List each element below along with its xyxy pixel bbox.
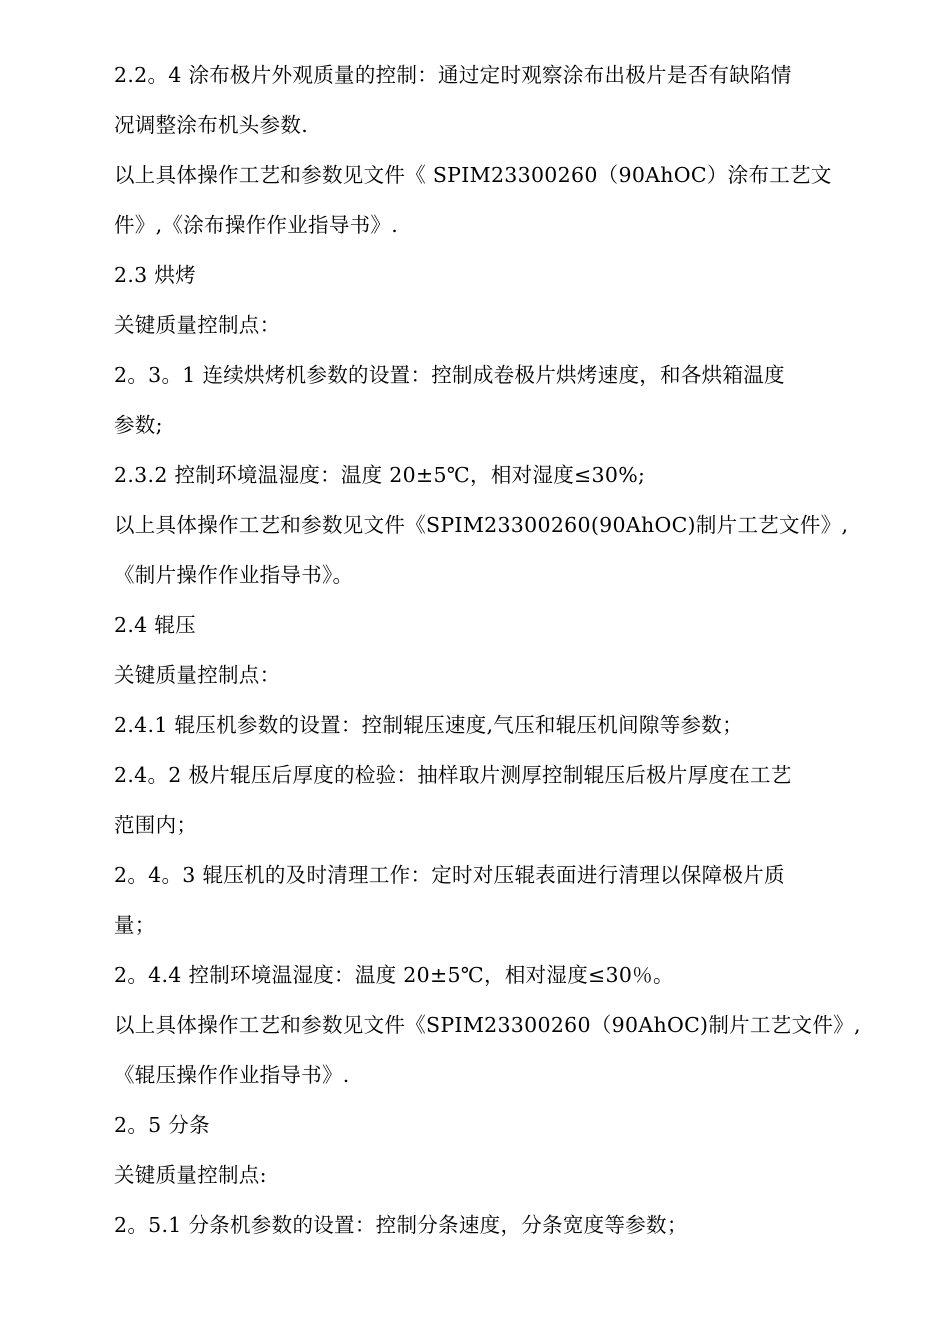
text-line: 以上具体操作工艺和参数见文件《SPIM23300260(90AhOC)制片工艺文件》, (114, 513, 849, 537)
text-line: 量； (114, 913, 156, 937)
text-line: 参数; (114, 413, 163, 437)
text-line: 关键质量控制点： (114, 313, 281, 337)
text-line: 2.4。2 极片辊压后厚度的检验：抽样取片测厚控制辊压后极片厚度在工艺 (114, 763, 792, 787)
text-line: 《制片操作作业指导书》。 (114, 563, 354, 587)
text-line: 2.3.2 控制环境温湿度：温度 20±5℃，相对湿度≤30%; (114, 463, 646, 487)
text-line: 2。5.1 分条机参数的设置：控制分条速度，分条宽度等参数； (114, 1213, 688, 1237)
text-line: 关键质量控制点: (114, 1163, 267, 1187)
text-line: 2.2。4 涂布极片外观质量的控制：通过定时观察涂布出极片是否有缺陷情 (114, 63, 792, 87)
section-heading: 2.3 烘烤 (114, 263, 196, 287)
text-line: 关键质量控制点： (114, 663, 281, 687)
text-line: 《辊压操作作业指导书》. (114, 1063, 350, 1087)
text-line: 以上具体操作工艺和参数见文件《SPIM23300260（90AhOC)制片工艺文件》, (114, 1013, 861, 1037)
section-heading: 2。5 分条 (114, 1113, 210, 1137)
text-line: 范围内； (114, 813, 198, 837)
text-line: 2。4.4 控制环境温湿度：温度 20±5℃，相对湿度≤30％。 (114, 963, 674, 987)
text-line: 2。3。1 连续烘烤机参数的设置：控制成卷极片烘烤速度，和各烘箱温度 (114, 363, 785, 387)
text-line: 2.4.1 辊压机参数的设置：控制辊压速度,气压和辊压机间隙等参数； (114, 713, 743, 737)
section-heading: 2.4 辊压 (114, 613, 196, 637)
text-line: 况调整涂布机头参数. (114, 113, 309, 137)
text-line: 2。4。3 辊压机的及时清理工作：定时对压辊表面进行清理以保障极片质 (114, 863, 785, 887)
document-body (114, 54, 861, 1254)
text-line: 以上具体操作工艺和参数见文件《 SPIM23300260（90AhOC）涂布工艺文 (114, 163, 832, 187)
text-line: 件》,《涂布操作作业指导书》. (114, 213, 399, 237)
